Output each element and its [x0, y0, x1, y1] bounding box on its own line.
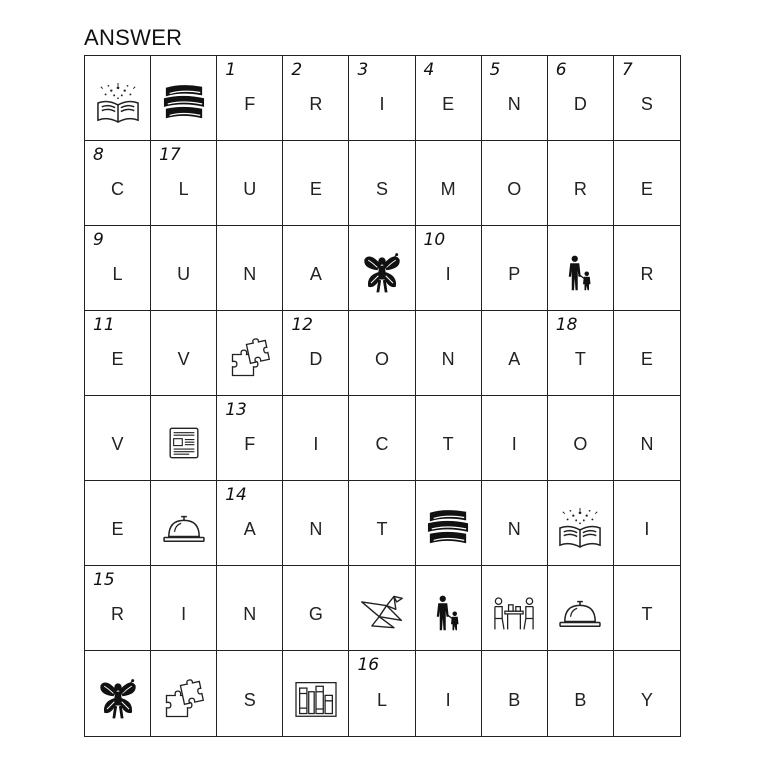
- clue-number: 9: [93, 230, 104, 250]
- grid-cell: [614, 481, 680, 566]
- grid-cell: [482, 481, 548, 566]
- grid-letter: G: [308, 603, 323, 624]
- grid-cell: [151, 141, 217, 226]
- grid-cell: [151, 56, 217, 141]
- grid-cell: [416, 141, 482, 226]
- service-bell-icon: [556, 594, 604, 632]
- grid-cell: [283, 651, 349, 736]
- grid-letter: I: [181, 603, 187, 624]
- grid-cell: [548, 651, 614, 736]
- grid-letter: U: [243, 178, 257, 199]
- grid-cell: [349, 141, 415, 226]
- open-book-sparkle-icon: [556, 507, 604, 549]
- grid-cell: [482, 651, 548, 736]
- grid-cell: [85, 56, 151, 141]
- page-title: ANSWER: [84, 25, 183, 50]
- grid-letter: O: [507, 178, 522, 199]
- grid-cell: [349, 566, 415, 651]
- grid-letter: I: [644, 518, 650, 539]
- clue-number: 3: [357, 60, 369, 80]
- grid-cell: [151, 481, 217, 566]
- grid-cell: [416, 56, 482, 141]
- grid-letter: A: [309, 263, 322, 284]
- grid-cell: [349, 226, 415, 311]
- grid-cell: [151, 651, 217, 736]
- grid-cell: [548, 56, 614, 141]
- grid-letter: N: [640, 433, 654, 454]
- grid-letter: T: [574, 348, 586, 369]
- grid-cell: [217, 311, 283, 396]
- grid-letter: M: [440, 178, 456, 199]
- grid-cell: [614, 396, 680, 481]
- grid-letter: U: [177, 263, 191, 284]
- grid-cell: [283, 311, 349, 396]
- service-bell-icon: [160, 509, 208, 547]
- grid-cell: [151, 396, 217, 481]
- grid-cell: [151, 226, 217, 311]
- bookshelf-icon: [293, 679, 339, 719]
- clue-number: 16: [357, 655, 380, 675]
- grid-cell: [482, 226, 548, 311]
- grid-cell: [283, 481, 349, 566]
- grid-cell: [482, 141, 548, 226]
- grid-cell: [614, 651, 680, 736]
- open-book-sparkle-icon: [94, 82, 142, 124]
- grid-cell: [217, 141, 283, 226]
- clue-number: 1: [225, 60, 237, 80]
- clue-number: 17: [159, 145, 181, 165]
- grid-cell: [482, 311, 548, 396]
- puzzle-icon: [229, 337, 271, 379]
- grid-cell: [482, 396, 548, 481]
- grid-cell: [217, 566, 283, 651]
- grid-cell: [151, 311, 217, 396]
- clue-number: 2: [291, 60, 303, 80]
- grid-cell: [349, 396, 415, 481]
- grid-letter: S: [375, 178, 388, 199]
- grid-cell: [416, 651, 482, 736]
- grid-cell: [349, 651, 415, 736]
- grid-cell: [85, 566, 151, 651]
- book-stack-icon: [160, 82, 208, 124]
- grid-cell: [217, 481, 283, 566]
- grid-cell: [85, 311, 151, 396]
- grid-letter: O: [374, 348, 389, 369]
- grid-letter: N: [507, 518, 521, 539]
- grid-cell: [614, 56, 680, 141]
- grid-letter: A: [508, 348, 521, 369]
- grid-letter: E: [640, 178, 653, 199]
- grid-letter: D: [309, 348, 323, 369]
- origami-bird-icon: [359, 592, 405, 634]
- clue-number: 10: [423, 230, 446, 250]
- grid-letter: N: [507, 93, 521, 114]
- grid-cell: [416, 396, 482, 481]
- grid-cell: [349, 56, 415, 141]
- clue-number: 6: [555, 60, 567, 80]
- grid-cell: [283, 56, 349, 141]
- grid-cell: [614, 311, 680, 396]
- grid-letter: T: [376, 518, 388, 539]
- clue-number: 18: [555, 315, 578, 335]
- grid-cell: [548, 566, 614, 651]
- newspaper-icon: [165, 424, 203, 462]
- grid-cell: [416, 481, 482, 566]
- clue-number: 13: [225, 400, 247, 420]
- grid-cell: [283, 566, 349, 651]
- grid-letter: N: [441, 348, 455, 369]
- clue-number: 7: [621, 60, 633, 80]
- grid-cell: [482, 56, 548, 141]
- fairy-icon: [359, 250, 405, 296]
- puzzle-icon: [163, 678, 205, 720]
- grid-letter: E: [111, 348, 124, 369]
- grid-letter: I: [445, 689, 451, 710]
- grid-cell: [85, 481, 151, 566]
- grid-letter: B: [574, 689, 587, 710]
- grid-cell: [614, 226, 680, 311]
- grid-letter: I: [445, 263, 451, 284]
- grid-cell: [283, 226, 349, 311]
- grid-letter: R: [573, 178, 587, 199]
- grid-cell: [416, 566, 482, 651]
- clue-number: 4: [423, 60, 435, 80]
- grid-letter: I: [511, 433, 517, 454]
- grid-letter: E: [309, 178, 322, 199]
- grid-cell: [349, 311, 415, 396]
- grid-letter: N: [309, 518, 323, 539]
- grid-cell: [151, 566, 217, 651]
- grid-letter: I: [379, 93, 385, 114]
- grid-letter: Y: [640, 689, 653, 710]
- grid-letter: S: [243, 689, 256, 710]
- grid-letter: B: [508, 689, 521, 710]
- parent-child-icon: [565, 249, 595, 297]
- grid-letter: F: [244, 433, 256, 454]
- grid-letter: N: [243, 603, 257, 624]
- grid-letter: E: [111, 518, 124, 539]
- parent-child-icon: [433, 589, 463, 637]
- clue-number: 14: [225, 485, 247, 505]
- grid-letter: O: [573, 433, 588, 454]
- grid-cell: [349, 481, 415, 566]
- grid-cell: [416, 226, 482, 311]
- grid-cell: [217, 56, 283, 141]
- grid-cell: [217, 396, 283, 481]
- grid-cell: [416, 311, 482, 396]
- clue-number: 11: [93, 315, 115, 335]
- grid-letter: R: [640, 263, 654, 284]
- grid-letter: T: [641, 603, 653, 624]
- grid-cell: [548, 226, 614, 311]
- grid-letter: C: [375, 433, 389, 454]
- grid-letter: L: [178, 178, 189, 199]
- book-stack-icon: [424, 507, 472, 549]
- grid-letter: I: [313, 433, 319, 454]
- grid-letter: N: [243, 263, 257, 284]
- grid-cell: [217, 226, 283, 311]
- grid-cell: [548, 481, 614, 566]
- grid-letter: L: [112, 263, 123, 284]
- grid-cell: [85, 226, 151, 311]
- study-table-icon: [491, 593, 537, 633]
- grid-letter: V: [111, 433, 124, 454]
- grid-cell: [85, 141, 151, 226]
- grid-letter: R: [111, 603, 125, 624]
- grid-cell: [548, 141, 614, 226]
- grid-cell: [548, 311, 614, 396]
- grid-letter: F: [244, 93, 256, 114]
- grid-letter: P: [508, 263, 521, 284]
- grid-cell: [283, 141, 349, 226]
- grid-cell: [548, 396, 614, 481]
- grid-cell: [482, 566, 548, 651]
- grid-letter: A: [243, 518, 256, 539]
- grid-letter: E: [442, 93, 455, 114]
- grid-cell: [85, 651, 151, 736]
- grid-letter: V: [177, 348, 190, 369]
- grid-cell: [614, 141, 680, 226]
- clue-number: 15: [93, 570, 115, 590]
- clue-number: 5: [489, 60, 501, 80]
- grid-cell: [614, 566, 680, 651]
- grid-letter: E: [640, 348, 653, 369]
- grid-letter: L: [376, 689, 387, 710]
- grid-cell: [217, 651, 283, 736]
- grid-letter: R: [309, 93, 323, 114]
- word-grid: [84, 55, 681, 737]
- grid-cell: [85, 396, 151, 481]
- fairy-icon: [95, 676, 141, 722]
- grid-cell: [283, 396, 349, 481]
- grid-letter: D: [573, 93, 587, 114]
- clue-number: 12: [291, 315, 313, 335]
- grid-letter: T: [442, 433, 454, 454]
- clue-number: 8: [93, 145, 104, 165]
- grid-letter: C: [111, 178, 125, 199]
- grid-letter: S: [640, 93, 653, 114]
